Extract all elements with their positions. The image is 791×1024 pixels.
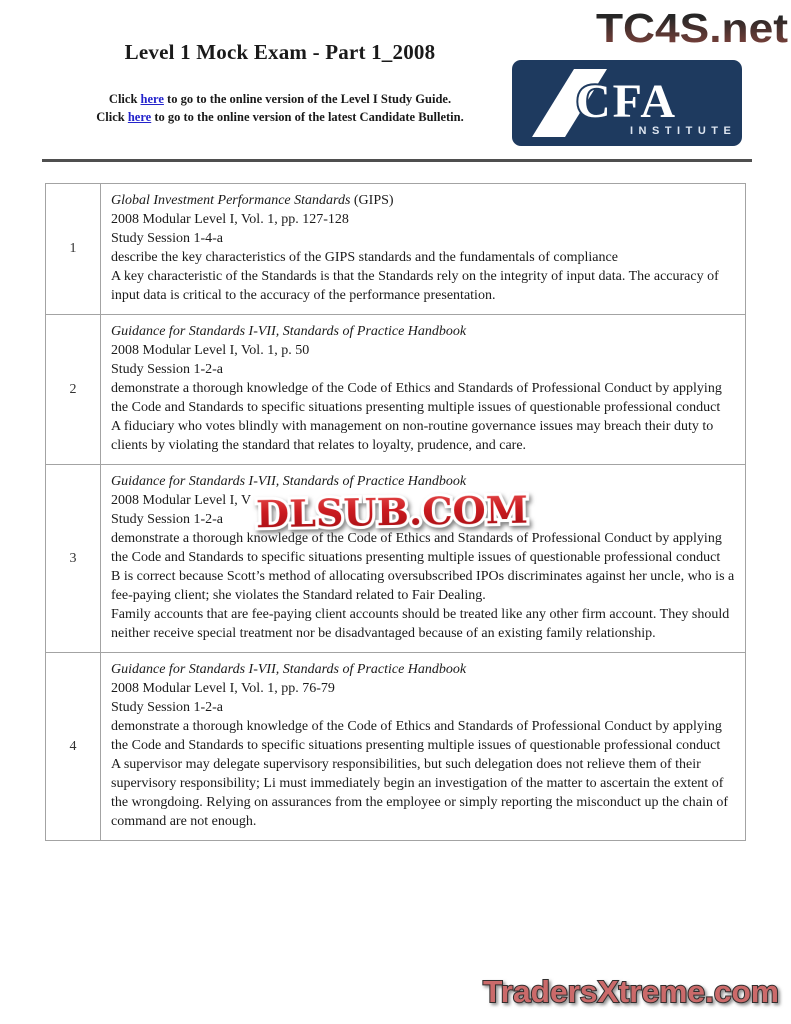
candidate-bulletin-link[interactable]: here [127, 109, 152, 124]
study-session-line: Study Session 1-4-a [111, 231, 223, 246]
reference-line: 2008 Modular Level I, Vol. 1, pp. 127-128 [111, 212, 349, 227]
answer-text: A key characteristic of the Standards is that the Standards rely on the integrity of input data. The accuracy of input data is critical to the accuracy of the performance presentation. [111, 269, 719, 303]
source-title [111, 191, 735, 210]
study-guide-link[interactable]: here [140, 92, 164, 106]
page-title: Level 1 Mock Exam - Part 1_2008 [124, 40, 436, 64]
tc4s-logo-text: TC4S.net [596, 5, 789, 51]
source-title: Guidance for Standards I-VII, Standards of Practice Handbook [111, 662, 467, 677]
reference-line: 2008 Modular Level I, Vol. 1, p. 50 [111, 343, 310, 358]
link-suffix: to go to the online version of the Level I Study Guide. [163, 92, 452, 106]
tradersxtreme-logo-graphic [478, 971, 784, 1015]
tradersxtreme-logo-text: TradersXtreme.com [483, 974, 779, 1009]
study-guide-link-line [50, 91, 510, 109]
candidate-bulletin-link-line [50, 109, 510, 127]
link-prefix: Click [108, 92, 141, 106]
link-prefix: Click [96, 109, 128, 124]
reference-line: 2008 Modular Level I, Vol. 1, pp. 76-79 [111, 681, 335, 696]
source-title-italic: Global Investment Performance Standards [111, 193, 351, 208]
tc4s-logo [595, 3, 791, 56]
link-suffix: to go to the online version of the latest Candidate Bulletin. [151, 109, 464, 124]
answer-text: A supervisor may delegate supervisory responsibilities, but such delegation does not relieve them of their supervisory responsibility; Li must immediately begin an investigation of the matter to ascertain the extent of the wrongdoing. Relying on assurances from the employee or simply reporting the misconduct up the chain of command are not enough. [111, 757, 729, 829]
source-title-suffix: (GIPS) [350, 193, 394, 208]
reference-line: 2008 Modular Level I, V [111, 493, 252, 508]
los-text: demonstrate a thorough knowledge of the Code of Ethics and Standards of Professional Conduct by applying the Code and Standards to specific situations presenting multiple issues of questionable professional conduct [111, 381, 722, 415]
answer-cell [101, 653, 746, 841]
answer-key-table [45, 183, 746, 841]
question-number: 1 [46, 184, 101, 315]
los-text: demonstrate a thorough knowledge of the Code of Ethics and Standards of Professional Conduct by applying the Code and Standards to specific situations presenting multiple issues of questionable professional conduct [111, 531, 722, 565]
study-session-line: Study Session 1-2-a [111, 362, 223, 377]
answer-text: A fiduciary who votes blindly with management on non-routine governance issues may breach their duty to clients by violating the standard that relates to loyalty, prudence, and care. [111, 419, 714, 453]
cfa-institute-text: INSTITUTE [630, 125, 737, 137]
cfa-acronym-text: CFA [576, 75, 678, 128]
answer-cell [101, 315, 746, 465]
answer-text-2: Family accounts that are fee-paying client accounts should be treated like any other firm account. They should neither receive special treatment nor be disadvantaged because of an existing family relationship. [111, 607, 730, 641]
table-row [46, 315, 746, 465]
study-session-line: Study Session 1-2-a [111, 512, 223, 527]
question-number: 3 [46, 465, 101, 653]
source-title: Guidance for Standards I-VII, Standards of Practice Handbook [111, 474, 467, 489]
study-session-line: Study Session 1-2-a [111, 700, 223, 715]
answer-cell [101, 184, 746, 315]
table-row [46, 465, 746, 653]
header [50, 40, 510, 126]
los-text: demonstrate a thorough knowledge of the Code of Ethics and Standards of Professional Conduct by applying the Code and Standards to specific situations presenting multiple issues of questionable professional conduct [111, 719, 722, 753]
question-number: 4 [46, 653, 101, 841]
answer-cell [101, 465, 746, 653]
los-text: describe the key characteristics of the GIPS standards and the fundamentals of compliance [111, 250, 618, 265]
cfa-institute-logo [512, 60, 742, 151]
answer-text: B is correct because Scott’s method of allocating oversubscribed IPOs discriminates against her uncle, who is a fee-paying client; she violates the Standard related to Fair Dealing. [111, 569, 735, 603]
question-number: 2 [46, 315, 101, 465]
table-row [46, 184, 746, 315]
tc4s-logo-graphic [595, 3, 791, 51]
source-title: Guidance for Standards I-VII, Standards of Practice Handbook [111, 324, 467, 339]
dlsub-watermark-text: DLSUB.COM [255, 487, 521, 537]
table-row [46, 653, 746, 841]
cfa-logo-graphic [512, 60, 742, 146]
header-divider [42, 159, 752, 162]
tradersxtreme-logo [478, 971, 784, 1020]
